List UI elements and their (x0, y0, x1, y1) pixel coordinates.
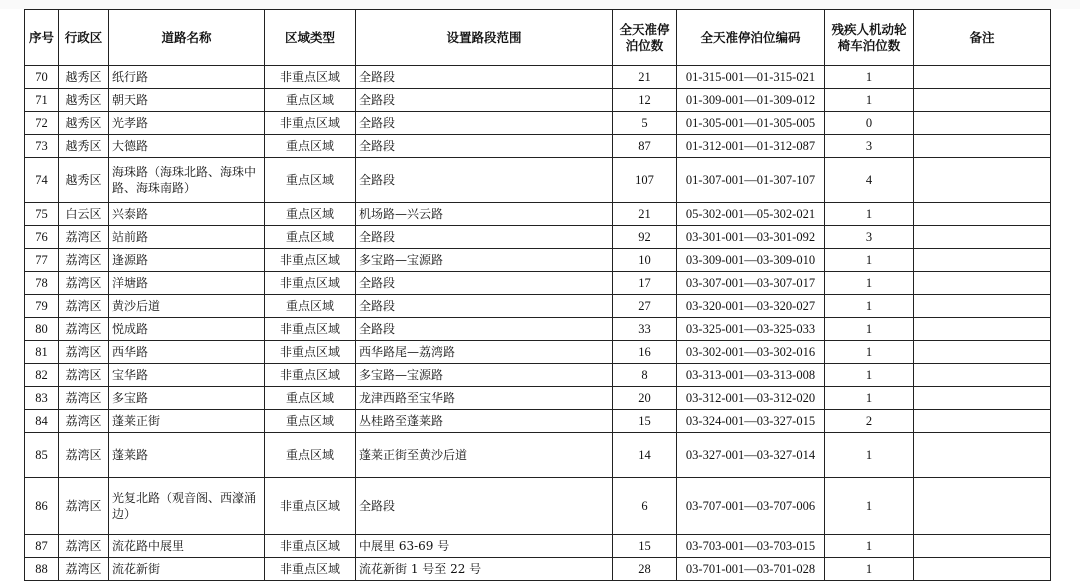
table-row (25, 226, 1051, 249)
table-body (25, 66, 1051, 581)
cell-count: 17 (613, 272, 677, 295)
cell-count: 8 (613, 364, 677, 387)
cell-seq: 88 (25, 558, 59, 581)
cell-range: 西华路尾—荔湾路 (356, 341, 613, 364)
cell-count: 10 (613, 249, 677, 272)
cell-codes: 05-302-001—05-302-021 (677, 203, 825, 226)
header-remark: 备注 (914, 10, 1051, 66)
cell-codes: 03-327-001—03-327-014 (677, 433, 825, 478)
cell-codes: 01-309-001—01-309-012 (677, 89, 825, 112)
cell-road: 大德路 (109, 135, 265, 158)
cell-seq: 86 (25, 478, 59, 535)
cell-zone: 非重点区域 (265, 112, 356, 135)
cell-count: 14 (613, 433, 677, 478)
cell-count: 87 (613, 135, 677, 158)
cell-district: 荔湾区 (59, 249, 109, 272)
cell-zone: 重点区域 (265, 89, 356, 112)
cell-count: 15 (613, 535, 677, 558)
cell-codes: 01-307-001—01-307-107 (677, 158, 825, 203)
cell-zone: 非重点区域 (265, 535, 356, 558)
cell-wheelchair: 2 (825, 410, 914, 433)
cell-seq: 72 (25, 112, 59, 135)
cell-codes: 01-312-001—01-312-087 (677, 135, 825, 158)
cell-codes: 03-307-001—03-307-017 (677, 272, 825, 295)
cell-district: 越秀区 (59, 135, 109, 158)
cell-codes: 03-313-001—03-313-008 (677, 364, 825, 387)
header-zone: 区域类型 (265, 10, 356, 66)
parking-table (24, 9, 1051, 581)
cell-remark (914, 478, 1051, 535)
table-row (25, 89, 1051, 112)
header-seq: 序号 (25, 10, 59, 66)
table-row (25, 410, 1051, 433)
cell-count: 20 (613, 387, 677, 410)
cell-wheelchair: 1 (825, 387, 914, 410)
cell-count: 21 (613, 203, 677, 226)
cell-range: 全路段 (356, 478, 613, 535)
table-row (25, 249, 1051, 272)
cell-road: 光复北路（观音阁、西濠涌边） (109, 478, 265, 535)
table-row (25, 203, 1051, 226)
cell-range: 机场路—兴云路 (356, 203, 613, 226)
table-row (25, 558, 1051, 581)
cell-codes: 03-309-001—03-309-010 (677, 249, 825, 272)
cell-seq: 81 (25, 341, 59, 364)
cell-zone: 重点区域 (265, 433, 356, 478)
cell-remark (914, 295, 1051, 318)
table-row (25, 535, 1051, 558)
cell-range: 全路段 (356, 272, 613, 295)
cell-road: 西华路 (109, 341, 265, 364)
cell-codes: 03-325-001—03-325-033 (677, 318, 825, 341)
cell-range: 全路段 (356, 112, 613, 135)
cell-district: 越秀区 (59, 158, 109, 203)
cell-wheelchair: 0 (825, 112, 914, 135)
cell-road: 兴泰路 (109, 203, 265, 226)
cell-wheelchair: 1 (825, 318, 914, 341)
cell-range: 流花新街 1 号至 22 号 (356, 558, 613, 581)
cell-count: 5 (613, 112, 677, 135)
cell-codes: 03-302-001—03-302-016 (677, 341, 825, 364)
cell-district: 荔湾区 (59, 387, 109, 410)
cell-wheelchair: 1 (825, 295, 914, 318)
cell-road: 光孝路 (109, 112, 265, 135)
cell-remark (914, 272, 1051, 295)
cell-district: 白云区 (59, 203, 109, 226)
cell-seq: 71 (25, 89, 59, 112)
cell-remark (914, 112, 1051, 135)
cell-seq: 70 (25, 66, 59, 89)
table-row (25, 135, 1051, 158)
document-page (24, 9, 1050, 581)
cell-road: 站前路 (109, 226, 265, 249)
cell-count: 21 (613, 66, 677, 89)
cell-wheelchair: 1 (825, 364, 914, 387)
cell-wheelchair: 1 (825, 66, 914, 89)
cell-count: 107 (613, 158, 677, 203)
cell-wheelchair: 1 (825, 203, 914, 226)
cell-road: 多宝路 (109, 387, 265, 410)
cell-road: 流花路中展里 (109, 535, 265, 558)
cell-range: 全路段 (356, 226, 613, 249)
cell-seq: 87 (25, 535, 59, 558)
page-top-edge (0, 0, 1080, 9)
cell-zone: 重点区域 (265, 226, 356, 249)
cell-count: 28 (613, 558, 677, 581)
cell-road: 洋塘路 (109, 272, 265, 295)
header-district: 行政区 (59, 10, 109, 66)
cell-remark (914, 249, 1051, 272)
cell-codes: 03-312-001—03-312-020 (677, 387, 825, 410)
cell-district: 荔湾区 (59, 226, 109, 249)
cell-road: 蓬莱正街 (109, 410, 265, 433)
cell-wheelchair: 1 (825, 535, 914, 558)
cell-zone: 重点区域 (265, 295, 356, 318)
table-row (25, 341, 1051, 364)
cell-remark (914, 535, 1051, 558)
cell-codes: 01-305-001—01-305-005 (677, 112, 825, 135)
cell-codes: 03-701-001—03-701-028 (677, 558, 825, 581)
cell-zone: 非重点区域 (265, 249, 356, 272)
cell-seq: 79 (25, 295, 59, 318)
cell-zone: 重点区域 (265, 410, 356, 433)
cell-range: 全路段 (356, 158, 613, 203)
cell-zone: 重点区域 (265, 135, 356, 158)
cell-district: 荔湾区 (59, 272, 109, 295)
cell-codes: 03-324-001—03-327-015 (677, 410, 825, 433)
cell-seq: 75 (25, 203, 59, 226)
table-row (25, 387, 1051, 410)
cell-road: 黄沙后道 (109, 295, 265, 318)
table-row (25, 112, 1051, 135)
cell-district: 荔湾区 (59, 558, 109, 581)
cell-range: 全路段 (356, 135, 613, 158)
table-row (25, 478, 1051, 535)
cell-wheelchair: 1 (825, 433, 914, 478)
cell-range: 全路段 (356, 66, 613, 89)
cell-count: 33 (613, 318, 677, 341)
cell-range: 中展里 63-69 号 (356, 535, 613, 558)
cell-remark (914, 66, 1051, 89)
cell-seq: 82 (25, 364, 59, 387)
cell-zone: 非重点区域 (265, 478, 356, 535)
cell-wheelchair: 3 (825, 135, 914, 158)
cell-seq: 76 (25, 226, 59, 249)
cell-count: 92 (613, 226, 677, 249)
cell-remark (914, 135, 1051, 158)
cell-zone: 非重点区域 (265, 272, 356, 295)
cell-seq: 78 (25, 272, 59, 295)
cell-count: 6 (613, 478, 677, 535)
cell-codes: 03-301-001—03-301-092 (677, 226, 825, 249)
cell-remark (914, 433, 1051, 478)
cell-zone: 非重点区域 (265, 364, 356, 387)
cell-range: 丛桂路至蓬莱路 (356, 410, 613, 433)
cell-zone: 重点区域 (265, 158, 356, 203)
cell-zone: 重点区域 (265, 387, 356, 410)
cell-range: 全路段 (356, 89, 613, 112)
cell-wheelchair: 1 (825, 558, 914, 581)
table-row (25, 295, 1051, 318)
cell-remark (914, 203, 1051, 226)
cell-district: 荔湾区 (59, 478, 109, 535)
cell-district: 荔湾区 (59, 535, 109, 558)
cell-remark (914, 226, 1051, 249)
cell-remark (914, 89, 1051, 112)
cell-codes: 01-315-001—01-315-021 (677, 66, 825, 89)
cell-range: 蓬莱正街至黄沙后道 (356, 433, 613, 478)
cell-road: 流花新街 (109, 558, 265, 581)
cell-zone: 非重点区域 (265, 558, 356, 581)
cell-count: 16 (613, 341, 677, 364)
header-range: 设置路段范围 (356, 10, 613, 66)
table-row (25, 318, 1051, 341)
cell-range: 龙津西路至宝华路 (356, 387, 613, 410)
cell-wheelchair: 1 (825, 478, 914, 535)
table-row (25, 433, 1051, 478)
table-row (25, 272, 1051, 295)
cell-zone: 重点区域 (265, 203, 356, 226)
cell-district: 越秀区 (59, 112, 109, 135)
cell-wheelchair: 1 (825, 249, 914, 272)
cell-wheelchair: 1 (825, 341, 914, 364)
cell-remark (914, 158, 1051, 203)
cell-wheelchair: 4 (825, 158, 914, 203)
header-wheelchair: 残疾人机动轮椅车泊位数 (825, 10, 914, 66)
cell-remark (914, 318, 1051, 341)
cell-district: 越秀区 (59, 89, 109, 112)
header-codes: 全天准停泊位编码 (677, 10, 825, 66)
cell-road: 蓬莱路 (109, 433, 265, 478)
table-row (25, 158, 1051, 203)
table-header-row (25, 10, 1051, 66)
cell-count: 15 (613, 410, 677, 433)
table-row (25, 66, 1051, 89)
cell-seq: 83 (25, 387, 59, 410)
cell-district: 荔湾区 (59, 364, 109, 387)
cell-range: 全路段 (356, 295, 613, 318)
cell-codes: 03-707-001—03-707-006 (677, 478, 825, 535)
cell-zone: 非重点区域 (265, 318, 356, 341)
cell-seq: 85 (25, 433, 59, 478)
cell-remark (914, 341, 1051, 364)
cell-range: 多宝路—宝源路 (356, 364, 613, 387)
cell-wheelchair: 1 (825, 89, 914, 112)
cell-seq: 77 (25, 249, 59, 272)
cell-count: 27 (613, 295, 677, 318)
cell-wheelchair: 1 (825, 272, 914, 295)
cell-district: 荔湾区 (59, 433, 109, 478)
header-road: 道路名称 (109, 10, 265, 66)
cell-wheelchair: 3 (825, 226, 914, 249)
cell-remark (914, 387, 1051, 410)
cell-remark (914, 364, 1051, 387)
cell-seq: 84 (25, 410, 59, 433)
cell-seq: 80 (25, 318, 59, 341)
header-count: 全天准停泊位数 (613, 10, 677, 66)
cell-count: 12 (613, 89, 677, 112)
table-row (25, 364, 1051, 387)
cell-district: 荔湾区 (59, 318, 109, 341)
cell-seq: 74 (25, 158, 59, 203)
cell-codes: 03-320-001—03-320-027 (677, 295, 825, 318)
cell-zone: 非重点区域 (265, 66, 356, 89)
cell-district: 越秀区 (59, 66, 109, 89)
cell-seq: 73 (25, 135, 59, 158)
cell-zone: 非重点区域 (265, 341, 356, 364)
cell-road: 宝华路 (109, 364, 265, 387)
cell-remark (914, 558, 1051, 581)
cell-road: 朝天路 (109, 89, 265, 112)
cell-district: 荔湾区 (59, 410, 109, 433)
cell-codes: 03-703-001—03-703-015 (677, 535, 825, 558)
cell-range: 全路段 (356, 318, 613, 341)
cell-district: 荔湾区 (59, 295, 109, 318)
cell-range: 多宝路—宝源路 (356, 249, 613, 272)
cell-road: 海珠路（海珠北路、海珠中路、海珠南路） (109, 158, 265, 203)
cell-district: 荔湾区 (59, 341, 109, 364)
cell-road: 纸行路 (109, 66, 265, 89)
cell-road: 悦成路 (109, 318, 265, 341)
cell-remark (914, 410, 1051, 433)
cell-road: 逢源路 (109, 249, 265, 272)
